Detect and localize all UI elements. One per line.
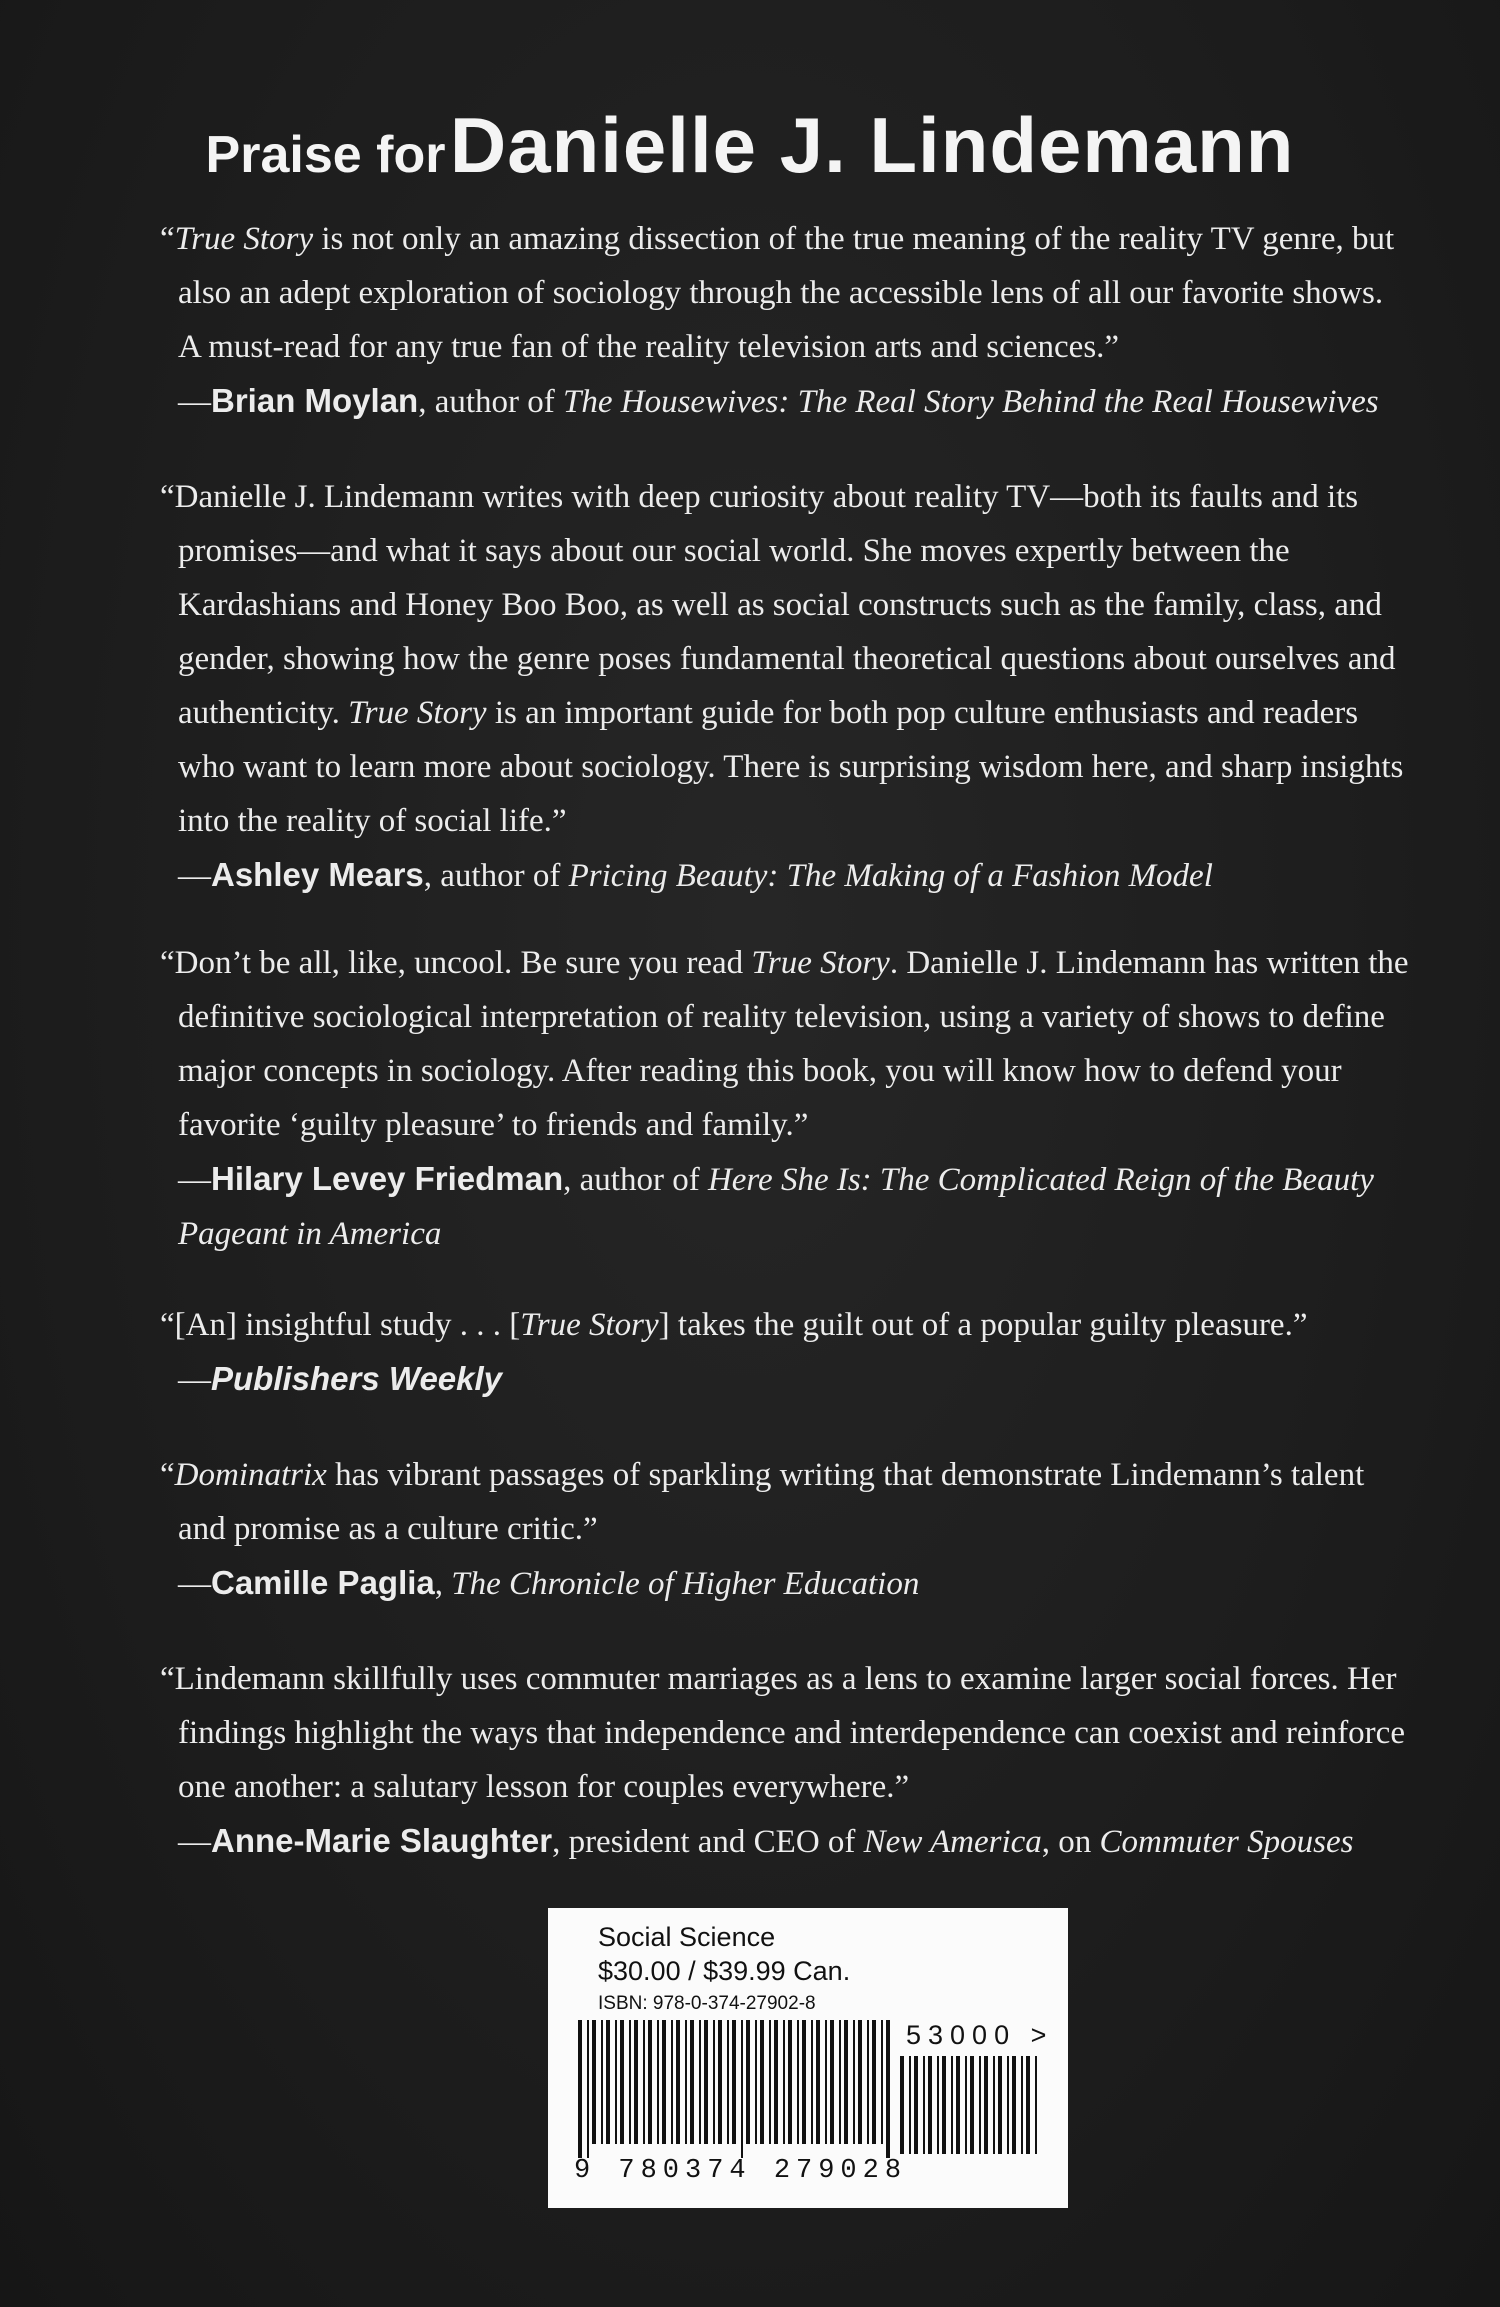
barcode-bar: [951, 2056, 953, 2154]
barcode-bar: [993, 2056, 995, 2154]
barcode-bar: [718, 2020, 722, 2144]
barcode-bar: [825, 2020, 827, 2144]
barcode-bar: [601, 2020, 603, 2144]
barcode-bar: [671, 2020, 673, 2144]
quote-text: [160, 470, 1410, 848]
barcode-bar: [769, 2020, 771, 2144]
heading-author: Danielle J. Lindemann: [449, 101, 1295, 189]
barcode-bar: [643, 2020, 645, 2144]
quote-attribution: [160, 1152, 1410, 1261]
attribution-title-italic: Pricing Beauty: The Making of a Fashion Model: [568, 858, 1213, 894]
quote-text: [160, 1298, 1410, 1352]
barcode-bar: [746, 2020, 750, 2144]
barcode-bar: [900, 2056, 904, 2154]
quote-block-6: [160, 1652, 1410, 1869]
barcode-bar: [662, 2020, 666, 2144]
price-barcode-box: [548, 1908, 1068, 2208]
barcode-bar: [965, 2056, 967, 2154]
barcode-bar: [741, 2020, 743, 2158]
barcode-bar: [830, 2020, 834, 2144]
quote-title-italic: True Story: [520, 1307, 659, 1343]
quote-attribution: [160, 1352, 1410, 1407]
attribution-text: , author of: [423, 858, 569, 894]
attribution-title-italic: Commuter Spouses: [1099, 1824, 1354, 1860]
barcode-bar: [648, 2020, 652, 2144]
attribution-dash: —: [178, 1566, 211, 1602]
barcode-bar: [760, 2020, 764, 2144]
barcode-bar: [844, 2020, 848, 2144]
isbn-label: ISBN: 978-0-374-27902-8: [598, 1993, 816, 2014]
barcode-bar: [755, 2020, 757, 2144]
attribution-name: Anne-Marie Slaughter: [211, 1822, 553, 1859]
quote-text-span: has vibrant passages of sparkling writing that demonstrate Lindemann’s talent and promise as a culture critic.”: [178, 1457, 1365, 1547]
quote-text-span: “[An] insightful study . . . [: [160, 1307, 521, 1343]
barcode-bar: [928, 2056, 932, 2154]
barcode-bar: [914, 2056, 918, 2154]
quote-block-3: [160, 936, 1410, 1261]
category-label: Social Science: [598, 1922, 776, 1952]
price-label: $30.00 / $39.99 Can.: [598, 1956, 851, 1986]
barcode-bar: [937, 2056, 939, 2154]
barcode-bar: [979, 2056, 981, 2154]
barcode-bar: [676, 2020, 680, 2144]
barcode-bar: [629, 2020, 631, 2144]
barcode-bar: [732, 2020, 736, 2144]
barcode-bar: [797, 2020, 799, 2144]
heading-prefix: Praise for: [205, 126, 446, 184]
barcode-bar: [853, 2020, 855, 2144]
attribution-dash: —: [178, 1362, 211, 1398]
attribution-title-italic: The Housewives: The Real Story Behind the Real Housewives: [563, 384, 1379, 420]
attribution-name: Camille Paglia: [211, 1564, 435, 1601]
quote-text-span: “Danielle J. Lindemann writes with deep curiosity about reality TV—both its faults and its promises—and what it says about our social world. She moves expertly between the Kardashians and Honey Boo Boo, as well as social constructs such as the family, class, and gender, showing how the genre poses fundamental theoretical questions about ourselves and authenticity.: [160, 479, 1396, 731]
barcode-bar: [984, 2056, 988, 2154]
barcode-bar: [942, 2056, 946, 2154]
attribution-text: , author of: [563, 1162, 708, 1198]
barcode-bar: [998, 2056, 1002, 2154]
quote-attribution: [160, 1556, 1410, 1611]
barcode-bar: [685, 2020, 687, 2144]
barcode-bar: [727, 2020, 729, 2144]
attribution-name: Publishers Weekly: [211, 1360, 503, 1397]
barcode-bar: [620, 2020, 624, 2144]
barcode-bar: [606, 2020, 610, 2144]
barcode-bar: [788, 2020, 792, 2144]
attribution-dash: —: [178, 858, 211, 894]
quote-block-1: [160, 212, 1410, 429]
barcode-bar: [774, 2020, 778, 2144]
attribution-text: , author of: [418, 384, 563, 420]
quote-block-5: [160, 1448, 1410, 1611]
quote-text-span: “: [160, 221, 175, 257]
barcode-bar: [839, 2020, 841, 2144]
barcode-bar: [886, 2020, 890, 2158]
quote-text-span: is not only an amazing dissection of the true meaning of the reality TV genre, but also an adept exploration of sociology through the accessible lens of all our favorite shows. A must-read for any true fan of the reality television arts and sciences.”: [178, 221, 1395, 365]
barcode-digits: 9 780374 279028: [574, 2156, 908, 2186]
attribution-name: Brian Moylan: [211, 382, 419, 419]
barcode-bar: [713, 2020, 715, 2144]
addon-digits: 53000 >: [906, 2020, 1054, 2050]
barcode-bar: [615, 2020, 617, 2144]
quote-text-span: . Danielle J. Lindemann has written the definitive sociological interpretation of reality television, using a variety of shows to define major concepts in sociology. After reading this book, you will know how to defend your favorite ‘guilty pleasure’ to friends and family.”: [178, 945, 1409, 1143]
attribution-name: Ashley Mears: [211, 856, 424, 893]
barcode-bar: [690, 2020, 694, 2144]
barcode-bar: [699, 2020, 701, 2144]
barcode-bar: [587, 2020, 589, 2158]
barcode-bar: [1026, 2056, 1030, 2154]
barcode-bar: [867, 2020, 869, 2144]
quote-title-italic: True Story: [348, 695, 487, 731]
attribution-text: , on: [1041, 1824, 1100, 1860]
quote-text-span: ] takes the guilt out of a popular guilty pleasure.”: [658, 1307, 1308, 1343]
quote-attribution: [160, 374, 1410, 429]
barcode-bar: [1035, 2056, 1037, 2154]
quote-text-span: “: [160, 1457, 175, 1493]
barcode-bar: [783, 2020, 785, 2144]
quote-attribution: [160, 848, 1410, 903]
quote-text: [160, 212, 1410, 374]
attribution-dash: —: [178, 1824, 211, 1860]
barcode-bar: [1021, 2056, 1023, 2154]
barcode-bar: [881, 2020, 883, 2144]
attribution-text: , president and CEO of: [552, 1824, 864, 1860]
barcode-bar: [578, 2020, 582, 2158]
barcode-bar: [909, 2056, 911, 2154]
barcode-bar: [634, 2020, 638, 2144]
attribution-dash: —: [178, 1162, 211, 1198]
praise-heading: [0, 100, 1500, 191]
barcode-bar: [923, 2056, 925, 2154]
barcode-bar: [970, 2056, 974, 2154]
barcode-bar: [872, 2020, 876, 2144]
quote-text: [160, 936, 1410, 1152]
quote-title-italic: True Story: [751, 945, 890, 981]
quote-block-2: [160, 470, 1410, 903]
quote-text: [160, 1448, 1410, 1556]
barcode-bar: [858, 2020, 862, 2144]
barcode-bar: [956, 2056, 960, 2154]
attribution-text: ,: [434, 1566, 452, 1602]
attribution-dash: —: [178, 384, 211, 420]
quote-title-italic: Dominatrix: [174, 1457, 327, 1493]
quote-attribution: [160, 1814, 1410, 1869]
quote-block-4: [160, 1298, 1410, 1407]
quote-text-span: is an important guide for both pop culture enthusiasts and readers who want to learn more about sociology. There is surprising wisdom here, and sharp insights into the reality of social life.”: [178, 695, 1404, 839]
barcode-bar: [802, 2020, 806, 2144]
barcode-bar: [811, 2020, 813, 2144]
barcode-bar: [1012, 2056, 1016, 2154]
quote-text-span: “Lindemann skillfully uses commuter marriages as a lens to examine larger social forces. Her findings highlight the ways that independence and interdependence can coexist and reinforce one another: a salutary lesson for couples everywhere.”: [160, 1661, 1405, 1805]
quote-title-italic: True Story: [174, 221, 314, 257]
isbn-barcode: [578, 2020, 898, 2158]
quote-text: [160, 1652, 1410, 1814]
attribution-title-italic: The Chronicle of Higher Education: [451, 1566, 920, 1602]
addon-barcode: [900, 2056, 1040, 2156]
attribution-title-italic: New America: [863, 1824, 1042, 1860]
barcode-bar: [704, 2020, 708, 2144]
quote-text-span: “Don’t be all, like, uncool. Be sure you read: [160, 945, 752, 981]
attribution-title-italic: Here She Is: The Complicated Reign of the Beauty Pageant in America: [178, 1162, 1374, 1252]
attribution-name: Hilary Levey Friedman: [211, 1160, 564, 1197]
barcode-bar: [657, 2020, 659, 2144]
barcode-bar: [592, 2020, 596, 2144]
barcode-bar: [816, 2020, 820, 2144]
barcode-bar: [1007, 2056, 1009, 2154]
